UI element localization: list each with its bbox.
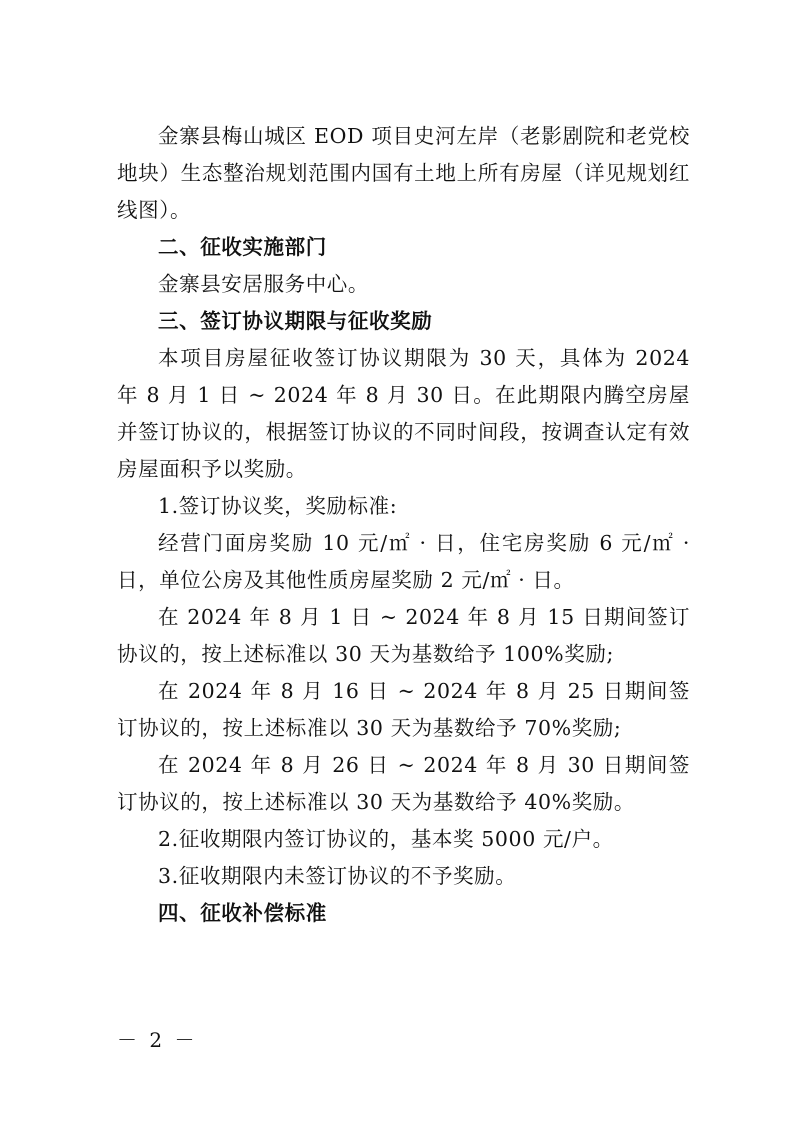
paragraph-scope: 金寨县梅山城区 EOD 项目史河左岸（老影剧院和老党校地块）生态整治规划范围内国有土地上所有房屋（详见规划红线图）。 <box>117 124 690 222</box>
heading-compensation-standard: 四、征收补偿标准 <box>158 901 327 925</box>
document-body <box>117 118 690 932</box>
paragraph-agreement-period: 本项目房屋征收签订协议期限为 30 天，具体为 2024 年 8 月 1 日 ~ 2024 年 8 月 30 日。在此期限内腾空房屋并签订协议的，根据签订协议的不同时间段，按调查认定有效房屋面积予以奖励。 <box>117 346 690 481</box>
paragraph-basic-reward: 2.征收期限内签订协议的，基本奖 5000 元/户。 <box>158 827 614 851</box>
paragraph-no-reward: 3.征收期限内未签订协议的不予奖励。 <box>158 864 517 888</box>
paragraph-reward-70: 在 2024 年 8 月 16 日 ~ 2024 年 8 月 25 日期间签订协议的，按上述标准以 30 天为基数给予 70%奖励; <box>117 679 690 740</box>
paragraph-reward-40: 在 2024 年 8 月 26 日 ~ 2024 年 8 月 30 日期间签订协议的，按上述标准以 30 天为基数给予 40%奖励。 <box>117 753 690 814</box>
heading-implementing-department: 二、征收实施部门 <box>158 235 327 259</box>
paragraph-reward-standard-title: 1.签订协议奖，奖励标准: <box>158 494 398 518</box>
paragraph-reward-rates: 经营门面房奖励 10 元/㎡ · 日，住宅房奖励 6 元/㎡ · 日，单位公房及其他性质房屋奖励 2 元/㎡ · 日。 <box>117 531 690 592</box>
page-number: － 2 － <box>117 1028 198 1052</box>
paragraph-department-name: 金寨县安居服务中心。 <box>158 272 369 296</box>
heading-agreement-period-rewards: 三、签订协议期限与征收奖励 <box>158 309 433 333</box>
paragraph-reward-100: 在 2024 年 8 月 1 日 ~ 2024 年 8 月 15 日期间签订协议的，按上述标准以 30 天为基数给予 100%奖励; <box>117 605 690 666</box>
